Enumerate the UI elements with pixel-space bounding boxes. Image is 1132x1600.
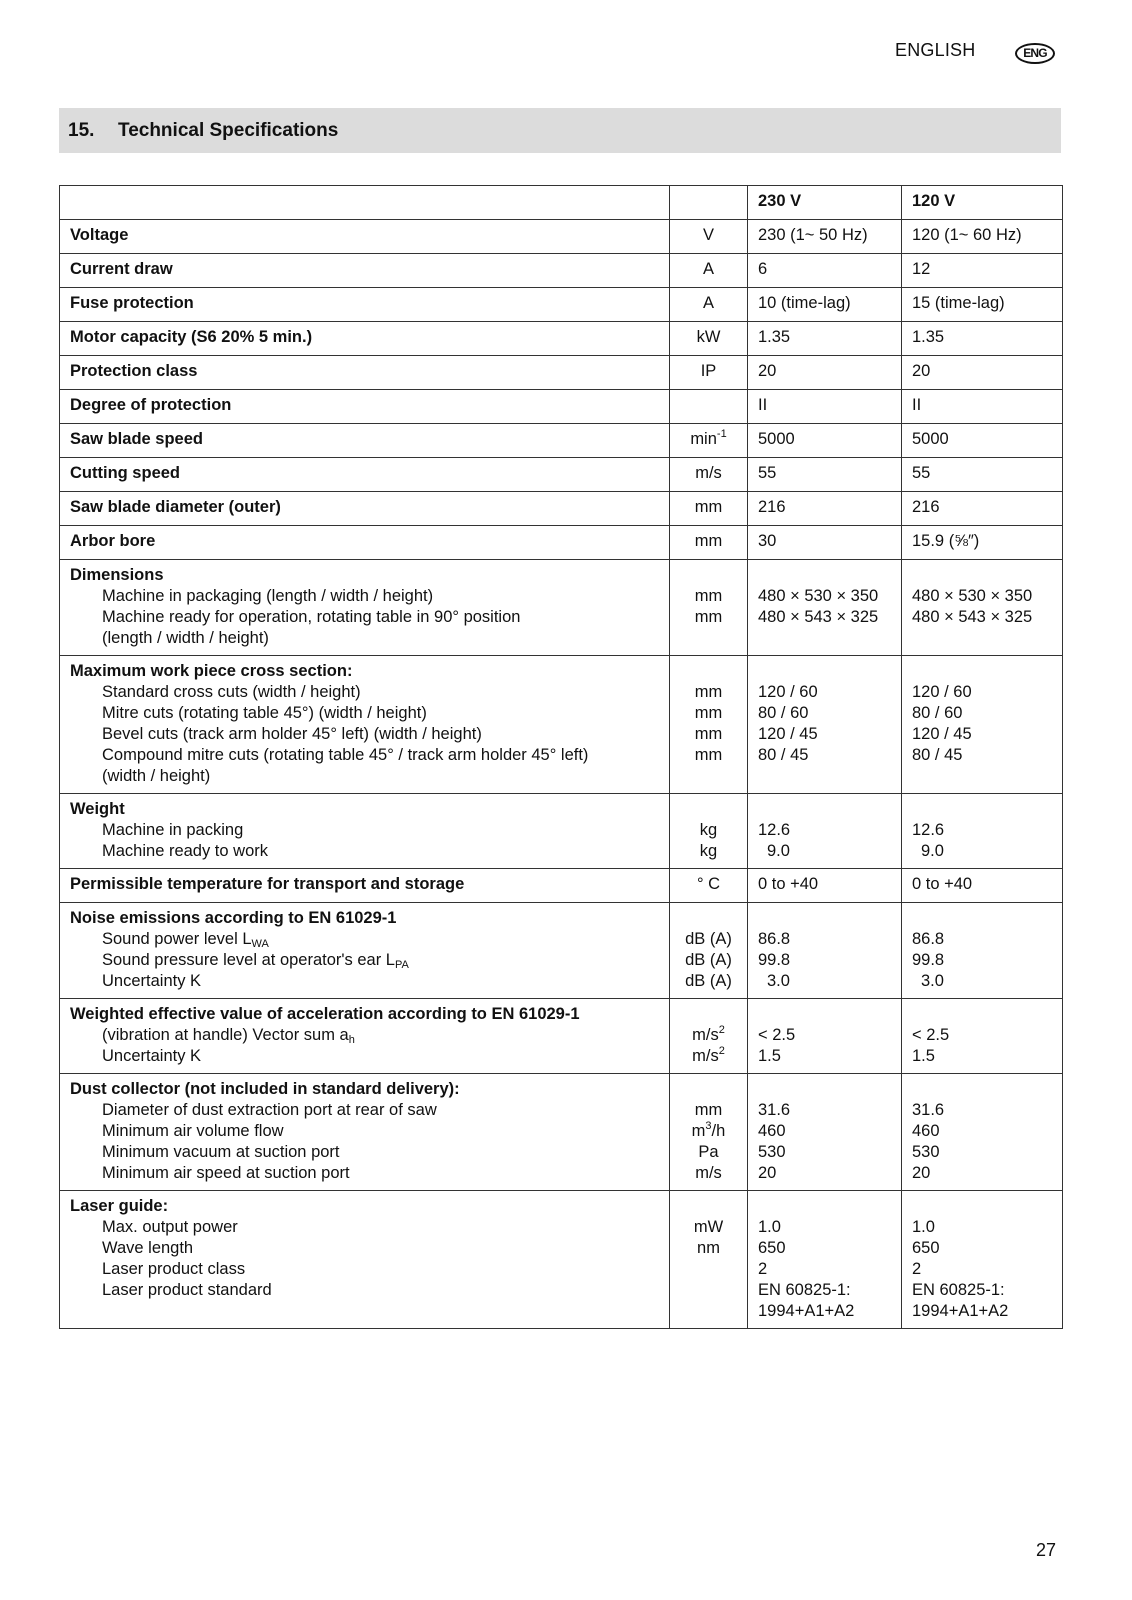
value-text: 1994+A1+A2 [912, 1302, 1009, 1320]
unit-text: mm [694, 704, 723, 722]
value-120v [902, 903, 1063, 999]
unit-superscript: 3 [705, 1120, 712, 1132]
value-text: 80 / 60 [912, 704, 963, 722]
row-label [60, 999, 670, 1074]
unit-text: dB (A) [685, 930, 732, 948]
sub-label: Compound mitre cuts (rotating table 45° / track arm holder 45° left) [102, 746, 589, 764]
unit-text: m/s [692, 1047, 719, 1065]
row-label [60, 903, 670, 999]
value-text: 99.8 [758, 951, 791, 969]
value-230v: 5000 [748, 424, 902, 458]
sub-label: Diameter of dust extraction port at rear of saw [102, 1101, 437, 1119]
value-text: 2 [758, 1260, 768, 1278]
row-unit: mm [670, 492, 748, 526]
sub-label [70, 950, 659, 971]
table-row [60, 288, 1063, 322]
value-text: 650 [758, 1239, 786, 1257]
language-badge: ENG [1015, 43, 1055, 64]
table-row [60, 492, 1063, 526]
value-120v: 15.9 (⅝″) [902, 526, 1063, 560]
value-text: 1.5 [758, 1047, 781, 1065]
value-text: 31.6 [912, 1101, 945, 1119]
sub-label: Machine in packing [102, 821, 244, 839]
value-text: 480 × 530 × 350 [758, 587, 879, 605]
table-row [60, 656, 1063, 794]
row-label: Current draw [60, 254, 670, 288]
table-row [60, 390, 1063, 424]
sub-label-text: Sound pressure level at operator's ear L [102, 951, 395, 969]
header-120v: 120 V [902, 186, 1063, 220]
row-label: Saw blade speed [60, 424, 670, 458]
sub-label: Laser product standard [102, 1281, 272, 1299]
sub-label: Machine ready for operation, rotating table in 90° position [102, 608, 521, 626]
value-text: 2 [912, 1260, 922, 1278]
unit-text: m [691, 1122, 706, 1140]
sub-label [70, 1025, 659, 1046]
section-number: 15. [68, 120, 95, 141]
unit-text: m/s [692, 1026, 719, 1044]
unit-text: mm [694, 683, 723, 701]
group-title: Weight [70, 800, 125, 818]
unit-text: kg [699, 821, 718, 839]
value-text: 650 [912, 1239, 940, 1257]
value-text: 530 [758, 1143, 786, 1161]
table-row [60, 526, 1063, 560]
value-230v: 10 (time-lag) [748, 288, 902, 322]
unit-text: m/s [695, 1164, 722, 1182]
sub-label: Max. output power [102, 1218, 238, 1236]
language-label: ENGLISH [895, 40, 976, 60]
row-label: Saw blade diameter (outer) [60, 492, 670, 526]
value-230v: 30 [748, 526, 902, 560]
row-unit [670, 560, 748, 656]
row-label: Protection class [60, 356, 670, 390]
group-title: Dimensions [70, 566, 164, 584]
table-row [60, 903, 1063, 999]
row-unit [670, 999, 748, 1074]
table-row [60, 458, 1063, 492]
value-text: 86.8 [912, 930, 945, 948]
table-row [60, 560, 1063, 656]
table-row [60, 794, 1063, 869]
value-230v [748, 794, 902, 869]
unit-superscript: 2 [718, 1045, 725, 1057]
value-text: 460 [758, 1122, 786, 1140]
value-120v: 5000 [902, 424, 1063, 458]
value-230v [748, 903, 902, 999]
unit-line [674, 1046, 743, 1067]
sub-label-text: (vibration at handle) Vector sum a [102, 1026, 349, 1044]
unit-text: mm [694, 1101, 723, 1119]
subscript: PA [395, 959, 409, 971]
sub-label: Laser product class [102, 1260, 246, 1278]
sub-label: Minimum air speed at suction port [102, 1164, 350, 1182]
header-label-cell [60, 186, 670, 220]
spec-table [59, 185, 1063, 1329]
row-unit [670, 1074, 748, 1191]
value-text: 86.8 [758, 930, 791, 948]
row-unit: V [670, 220, 748, 254]
value-230v [748, 999, 902, 1074]
sub-label: Bevel cuts (track arm holder 45° left) (width / height) [102, 725, 482, 743]
value-230v: 216 [748, 492, 902, 526]
value-text: 12.6 [912, 821, 945, 839]
table-row [60, 1074, 1063, 1191]
section-heading [59, 108, 1061, 153]
value-text: 9.0 [767, 842, 790, 860]
value-230v [748, 656, 902, 794]
value-230v: 55 [748, 458, 902, 492]
row-unit: mm [670, 526, 748, 560]
row-unit [670, 794, 748, 869]
table-row [60, 869, 1063, 903]
sub-label: Machine in packaging (length / width / height) [102, 587, 434, 605]
unit-text: mm [694, 746, 723, 764]
value-text: 1.0 [758, 1218, 781, 1236]
unit-text: dB (A) [685, 972, 732, 990]
unit-line [674, 1025, 743, 1046]
value-120v: 15 (time-lag) [902, 288, 1063, 322]
value-text: 530 [912, 1143, 940, 1161]
value-230v [748, 1074, 902, 1191]
row-label: Permissible temperature for transport and storage [60, 869, 670, 903]
unit-line [674, 1121, 743, 1142]
unit-text: mW [693, 1218, 724, 1236]
value-120v: 1.35 [902, 322, 1063, 356]
table-row [60, 220, 1063, 254]
value-text: 480 × 543 × 325 [912, 608, 1033, 626]
row-label [60, 1074, 670, 1191]
value-text: 80 / 60 [758, 704, 809, 722]
value-120v [902, 1191, 1063, 1329]
value-120v: 0 to +40 [902, 869, 1063, 903]
value-120v: 216 [902, 492, 1063, 526]
row-unit [670, 424, 748, 458]
value-text: 120 / 60 [758, 683, 818, 701]
row-label: Fuse protection [60, 288, 670, 322]
sub-label: Uncertainty K [102, 972, 202, 990]
value-120v [902, 560, 1063, 656]
value-text: 20 [912, 1164, 931, 1182]
value-text: 80 / 45 [758, 746, 809, 764]
row-label: Arbor bore [60, 526, 670, 560]
sub-label: (width / height) [102, 767, 211, 785]
value-120v [902, 1074, 1063, 1191]
page-number: 27 [1036, 1540, 1057, 1560]
sub-label: (length / width / height) [102, 629, 269, 647]
sub-label: Wave length [102, 1239, 194, 1257]
value-text: EN 60825-1: [912, 1281, 1005, 1299]
table-row [60, 999, 1063, 1074]
unit-text: mm [694, 608, 723, 626]
row-unit: m/s [670, 458, 748, 492]
row-label [60, 794, 670, 869]
group-title: Laser guide: [70, 1197, 169, 1215]
value-text: 480 × 530 × 350 [912, 587, 1033, 605]
value-text: 120 / 45 [912, 725, 972, 743]
unit-text: mm [694, 725, 723, 743]
value-text: EN 60825-1: [758, 1281, 851, 1299]
row-unit [670, 1191, 748, 1329]
value-230v: 6 [748, 254, 902, 288]
value-text: 1994+A1+A2 [758, 1302, 855, 1320]
value-230v: 1.35 [748, 322, 902, 356]
group-title: Dust collector (not included in standard delivery): [70, 1080, 460, 1098]
unit-text: dB (A) [685, 951, 732, 969]
row-label [60, 560, 670, 656]
group-title: Maximum work piece cross section: [70, 662, 353, 680]
sub-label: Minimum vacuum at suction port [102, 1143, 340, 1161]
value-230v: II [748, 390, 902, 424]
unit-text: /h [711, 1122, 726, 1140]
value-text: 3.0 [767, 972, 790, 990]
sub-label: Machine ready to work [102, 842, 268, 860]
value-text: 480 × 543 × 325 [758, 608, 879, 626]
value-text: 1.0 [912, 1218, 935, 1236]
table-header-row [60, 186, 1063, 220]
value-text: 31.6 [758, 1101, 791, 1119]
value-120v: 20 [902, 356, 1063, 390]
table-row [60, 254, 1063, 288]
sub-label-text: Sound power level L [102, 930, 252, 948]
row-unit: A [670, 288, 748, 322]
value-230v: 20 [748, 356, 902, 390]
row-unit [670, 903, 748, 999]
value-text: < 2.5 [758, 1026, 796, 1044]
section-title: Technical Specifications [118, 120, 339, 141]
sub-label: Mitre cuts (rotating table 45°) (width / height) [102, 704, 427, 722]
unit-text: mm [694, 587, 723, 605]
row-unit: kW [670, 322, 748, 356]
unit-text: nm [697, 1239, 720, 1257]
row-label [60, 656, 670, 794]
value-230v: 230 (1~ 50 Hz) [748, 220, 902, 254]
row-label: Cutting speed [60, 458, 670, 492]
value-text: 1.5 [912, 1047, 935, 1065]
unit-text: Pa [698, 1143, 719, 1161]
value-230v: 0 to +40 [748, 869, 902, 903]
value-120v: 12 [902, 254, 1063, 288]
row-label [60, 1191, 670, 1329]
row-unit: A [670, 254, 748, 288]
table-row [60, 1191, 1063, 1329]
value-120v [902, 656, 1063, 794]
row-unit: IP [670, 356, 748, 390]
value-120v: 120 (1~ 60 Hz) [902, 220, 1063, 254]
value-text: 80 / 45 [912, 746, 963, 764]
row-unit [670, 390, 748, 424]
value-text: 99.8 [912, 951, 945, 969]
unit-text: min [690, 430, 717, 448]
sub-label: Uncertainty K [102, 1047, 202, 1065]
value-text: 20 [758, 1164, 777, 1182]
table-row [60, 322, 1063, 356]
sub-label [70, 929, 659, 950]
value-120v: 55 [902, 458, 1063, 492]
sub-label: Standard cross cuts (width / height) [102, 683, 361, 701]
unit-superscript: -1 [716, 428, 727, 440]
table-row [60, 356, 1063, 390]
row-label: Degree of protection [60, 390, 670, 424]
row-unit [670, 656, 748, 794]
subscript: WA [251, 938, 269, 950]
value-120v [902, 794, 1063, 869]
value-text: 120 / 45 [758, 725, 818, 743]
unit-text: kg [699, 842, 718, 860]
row-label: Motor capacity (S6 20% 5 min.) [60, 322, 670, 356]
group-title: Weighted effective value of acceleration according to EN 61029-1 [70, 1005, 580, 1023]
group-title: Noise emissions according to EN 61029-1 [70, 909, 397, 927]
header-230v: 230 V [748, 186, 902, 220]
row-label: Voltage [60, 220, 670, 254]
value-text: 3.0 [921, 972, 944, 990]
value-text: 460 [912, 1122, 940, 1140]
value-120v [902, 999, 1063, 1074]
value-text: < 2.5 [912, 1026, 950, 1044]
row-unit: ° C [670, 869, 748, 903]
value-120v: II [902, 390, 1063, 424]
subscript: h [348, 1034, 355, 1046]
value-230v [748, 1191, 902, 1329]
value-text: 120 / 60 [912, 683, 972, 701]
sub-label: Minimum air volume flow [102, 1122, 284, 1140]
value-text: 9.0 [921, 842, 944, 860]
table-row [60, 424, 1063, 458]
header-unit-cell [670, 186, 748, 220]
unit-superscript: 2 [718, 1024, 725, 1036]
value-230v [748, 560, 902, 656]
value-text: 12.6 [758, 821, 791, 839]
